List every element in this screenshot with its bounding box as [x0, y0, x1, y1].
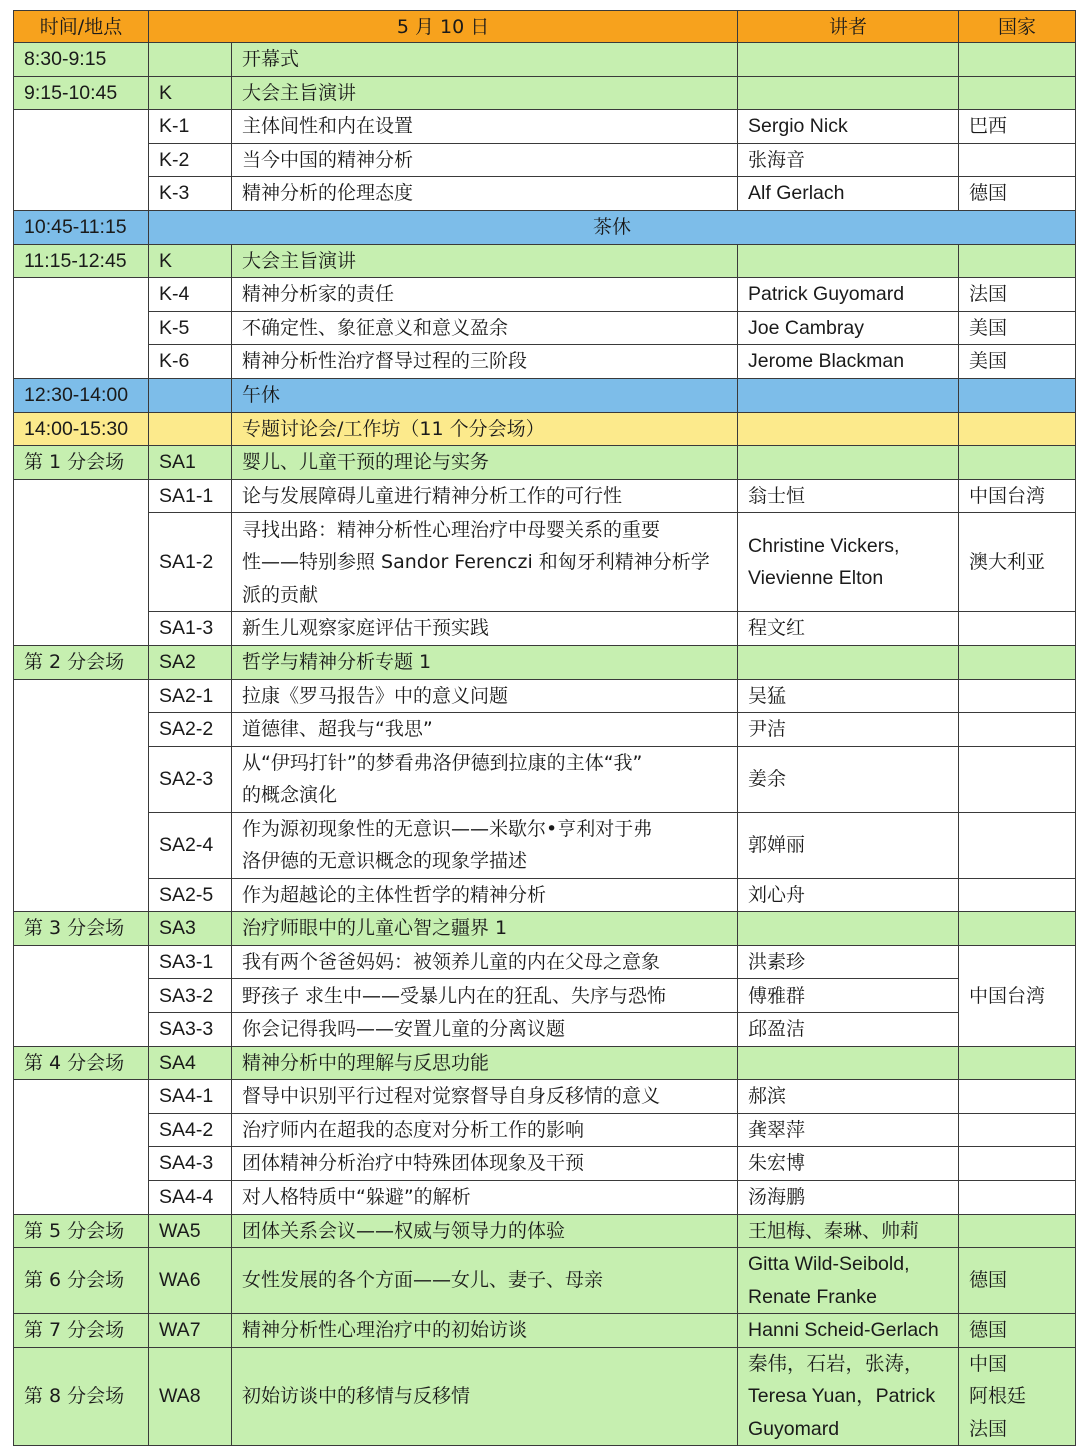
country-cell: 澳大利亚: [959, 513, 1076, 612]
table-row: [14, 311, 1076, 345]
country-cell: [959, 76, 1076, 110]
table-row: [14, 177, 1076, 211]
session-cell: 第 6 分会场: [14, 1248, 149, 1314]
code-cell: WA5: [149, 1214, 232, 1248]
table-row: [14, 1347, 1076, 1446]
speaker-cell: 张海音: [738, 143, 959, 177]
table-row: [14, 479, 1076, 513]
speaker-cell: [738, 1046, 959, 1080]
topic-cell: 拉康《罗马报告》中的意义问题: [232, 679, 738, 713]
topic-cell: [232, 812, 738, 878]
code-cell: SA1: [149, 446, 232, 480]
table-row: [14, 912, 1076, 946]
topic-cell: 婴儿、儿童干预的理论与实务: [232, 446, 738, 480]
table-row: [14, 43, 1076, 77]
topic-cell: 当今中国的精神分析: [232, 143, 738, 177]
topic-cell: 精神分析性心理治疗中的初始访谈: [232, 1314, 738, 1348]
code-cell: SA3-2: [149, 979, 232, 1013]
code-cell: SA1-2: [149, 513, 232, 612]
speaker-cell: Joe Cambray: [738, 311, 959, 345]
table-row: [14, 679, 1076, 713]
code-cell: WA7: [149, 1314, 232, 1348]
speaker-cell: [738, 1248, 959, 1314]
speaker-cell: 刘心舟: [738, 878, 959, 912]
topic-cell: 治疗师眼中的儿童心智之疆界 1: [232, 912, 738, 946]
speaker-cell: [738, 244, 959, 278]
topic-cell: 我有两个爸爸妈妈：被领养儿童的内在父母之意象: [232, 945, 738, 979]
table-row: [14, 412, 1076, 446]
table-row: [14, 812, 1076, 878]
time-cell: 10:45-11:15: [14, 210, 149, 244]
code-cell: SA3: [149, 912, 232, 946]
speaker-line: Vievienne Elton: [748, 567, 884, 590]
code-cell: K: [149, 244, 232, 278]
code-cell: SA4-1: [149, 1080, 232, 1114]
topic-line: 洛伊德的无意识概念的现象学描述: [242, 850, 528, 873]
country-cell: [959, 878, 1076, 912]
topic-cell: 督导中识别平行过程对觉察督导自身反移情的意义: [232, 1080, 738, 1114]
country-cell: [959, 1080, 1076, 1114]
country-cell: 中国台湾: [959, 479, 1076, 513]
topic-line: 性——特别参照 Sandor Ferenczi 和匈牙利精神分析学: [242, 551, 710, 574]
header-row: [14, 11, 1076, 43]
speaker-cell: Sergio Nick: [738, 110, 959, 144]
table-row: [14, 1113, 1076, 1147]
table-row: [14, 1248, 1076, 1314]
table-row: [14, 713, 1076, 747]
topic-cell: 精神分析家的责任: [232, 278, 738, 312]
table-row: [14, 76, 1076, 110]
country-cell: 美国: [959, 311, 1076, 345]
topic-line: 作为源初现象性的无意识——米歇尔•亨利对于弗: [242, 817, 653, 840]
code-cell: SA1-1: [149, 479, 232, 513]
speaker-line: Guyomard: [748, 1417, 840, 1440]
code-cell: K-4: [149, 278, 232, 312]
speaker-cell: [738, 446, 959, 480]
time-cell: 14:00-15:30: [14, 412, 149, 446]
speaker-cell: [738, 912, 959, 946]
table-row: [14, 979, 1076, 1013]
speaker-cell: 尹洁: [738, 713, 959, 747]
table-row: [14, 1080, 1076, 1114]
speaker-line: 秦伟，石岩，张涛，: [748, 1352, 924, 1375]
time-cell: [14, 945, 149, 1046]
topic-cell: 哲学与精神分析专题 1: [232, 645, 738, 679]
session-cell: 第 5 分会场: [14, 1214, 149, 1248]
topic-cell: 专题讨论会/工作坊（11 个分会场）: [232, 412, 738, 446]
country-cell: [959, 143, 1076, 177]
time-location-header: 时间/地点: [14, 11, 149, 43]
speaker-line: Christine Vickers,: [748, 534, 900, 557]
speaker-cell: [738, 43, 959, 77]
country-cell: 法国: [959, 278, 1076, 312]
code-cell: SA2-1: [149, 679, 232, 713]
table-row: [14, 244, 1076, 278]
topic-cell: 大会主旨演讲: [232, 244, 738, 278]
topic-cell: 治疗师内在超我的态度对分析工作的影响: [232, 1113, 738, 1147]
code-cell: K-3: [149, 177, 232, 211]
table-row: [14, 612, 1076, 646]
topic-line: 从“伊玛打针”的梦看弗洛伊德到拉康的主体“我”: [242, 751, 643, 774]
country-line: 中国: [969, 1352, 1008, 1375]
speaker-cell: Patrick Guyomard: [738, 278, 959, 312]
speaker-cell: [738, 645, 959, 679]
speaker-cell: [738, 378, 959, 412]
topic-cell: 主体间性和内在设置: [232, 110, 738, 144]
country-cell: [959, 912, 1076, 946]
code-cell: [149, 43, 232, 77]
country-cell: [959, 679, 1076, 713]
code-cell: WA6: [149, 1248, 232, 1314]
speaker-cell: 汤海鹏: [738, 1181, 959, 1215]
code-cell: SA4: [149, 1046, 232, 1080]
speaker-cell: 王旭梅、秦琳、帅莉: [738, 1214, 959, 1248]
speaker-line: Teresa Yuan，Patrick: [748, 1385, 936, 1408]
table-row: [14, 1214, 1076, 1248]
country-cell: 德国: [959, 1248, 1076, 1314]
speaker-cell: 程文红: [738, 612, 959, 646]
speaker-cell: 洪素珍: [738, 945, 959, 979]
country-cell: [959, 244, 1076, 278]
date-header: 5 月 10 日: [149, 11, 738, 43]
speaker-cell: [738, 76, 959, 110]
speaker-cell: [738, 513, 959, 612]
speaker-header: 讲者: [738, 11, 959, 43]
topic-cell: 团体关系会议——权威与领导力的体验: [232, 1214, 738, 1248]
topic-cell: 作为超越论的主体性哲学的精神分析: [232, 878, 738, 912]
table-row: [14, 446, 1076, 480]
country-cell: [959, 746, 1076, 812]
topic-cell: 团体精神分析治疗中特殊团体现象及干预: [232, 1147, 738, 1181]
topic-cell: 你会记得我吗——安置儿童的分离议题: [232, 1013, 738, 1047]
time-cell: 8:30-9:15: [14, 43, 149, 77]
country-cell: [959, 812, 1076, 878]
speaker-cell: 龚翠萍: [738, 1113, 959, 1147]
table-row: [14, 345, 1076, 379]
table-row: [14, 110, 1076, 144]
country-cell: 美国: [959, 345, 1076, 379]
country-cell: [959, 1181, 1076, 1215]
country-cell: [959, 378, 1076, 412]
speaker-cell: 吴猛: [738, 679, 959, 713]
speaker-line: Renate Franke: [748, 1285, 878, 1308]
topic-cell: 初始访谈中的移情与反移情: [232, 1347, 738, 1446]
topic-line: 寻找出路：精神分析性心理治疗中母婴关系的重要: [242, 518, 661, 541]
session-cell: 第 7 分会场: [14, 1314, 149, 1348]
table-row: [14, 1314, 1076, 1348]
table-row: [14, 945, 1076, 979]
table-row: [14, 746, 1076, 812]
speaker-cell: 傅雅群: [738, 979, 959, 1013]
table-row: [14, 1013, 1076, 1047]
speaker-cell: Hanni Scheid-Gerlach: [738, 1314, 959, 1348]
time-cell: [14, 278, 149, 379]
country-cell: [959, 612, 1076, 646]
speaker-cell: [738, 1347, 959, 1446]
time-cell: [14, 1080, 149, 1214]
topic-cell: 野孩子 求生中——受暴儿内在的狂乱、失序与恐怖: [232, 979, 738, 1013]
code-cell: [149, 378, 232, 412]
country-cell: [959, 1113, 1076, 1147]
topic-line: 的概念演化: [242, 784, 338, 807]
time-cell: 9:15-10:45: [14, 76, 149, 110]
speaker-cell: 姜余: [738, 746, 959, 812]
code-cell: K-5: [149, 311, 232, 345]
code-cell: K-6: [149, 345, 232, 379]
country-cell: [959, 446, 1076, 480]
speaker-cell: 邱盈洁: [738, 1013, 959, 1047]
topic-cell: 道德律、超我与“我思”: [232, 713, 738, 747]
topic-cell: 精神分析性治疗督导过程的三阶段: [232, 345, 738, 379]
speaker-cell: 郝滨: [738, 1080, 959, 1114]
code-cell: [149, 412, 232, 446]
table-row: [14, 878, 1076, 912]
session-cell: 第 3 分会场: [14, 912, 149, 946]
code-cell: K-1: [149, 110, 232, 144]
time-cell: [14, 679, 149, 912]
code-cell: SA1-3: [149, 612, 232, 646]
code-cell: K: [149, 76, 232, 110]
code-cell: SA4-3: [149, 1147, 232, 1181]
table-row: [14, 1046, 1076, 1080]
session-cell: 第 8 分会场: [14, 1347, 149, 1446]
time-cell: [14, 479, 149, 645]
speaker-cell: Alf Gerlach: [738, 177, 959, 211]
table-row: [14, 1147, 1076, 1181]
table-row: [14, 645, 1076, 679]
speaker-cell: 郭婵丽: [738, 812, 959, 878]
code-cell: SA2-5: [149, 878, 232, 912]
code-cell: SA3-1: [149, 945, 232, 979]
topic-cell: 论与发展障碍儿童进行精神分析工作的可行性: [232, 479, 738, 513]
country-cell: [959, 412, 1076, 446]
country-header: 国家: [959, 11, 1076, 43]
topic-cell: 新生儿观察家庭评估干预实践: [232, 612, 738, 646]
table-row: [14, 378, 1076, 412]
country-cell: [959, 1046, 1076, 1080]
topic-cell: [232, 513, 738, 612]
break-cell: 茶休: [149, 210, 1076, 244]
speaker-cell: [738, 412, 959, 446]
topic-cell: 精神分析的伦理态度: [232, 177, 738, 211]
country-cell: [959, 1214, 1076, 1248]
code-cell: SA4-2: [149, 1113, 232, 1147]
topic-cell: 精神分析中的理解与反思功能: [232, 1046, 738, 1080]
table-row: [14, 143, 1076, 177]
code-cell: SA2: [149, 645, 232, 679]
time-cell: 12:30-14:00: [14, 378, 149, 412]
topic-line: 派的贡献: [242, 583, 319, 606]
table-row: [14, 1181, 1076, 1215]
code-cell: SA3-3: [149, 1013, 232, 1047]
time-cell: 11:15-12:45: [14, 244, 149, 278]
code-cell: SA2-3: [149, 746, 232, 812]
topic-cell: 不确定性、象征意义和意义盈余: [232, 311, 738, 345]
code-cell: WA8: [149, 1347, 232, 1446]
country-cell: [959, 645, 1076, 679]
table-row: [14, 210, 1076, 244]
session-cell: 第 2 分会场: [14, 645, 149, 679]
speaker-cell: Jerome Blackman: [738, 345, 959, 379]
country-line: 阿根廷: [969, 1385, 1027, 1408]
topic-cell: 大会主旨演讲: [232, 76, 738, 110]
country-cell: [959, 43, 1076, 77]
country-cell: 德国: [959, 177, 1076, 211]
table-row: [14, 513, 1076, 612]
speaker-cell: 翁士恒: [738, 479, 959, 513]
country-cell: [959, 1147, 1076, 1181]
country-cell: [959, 1347, 1076, 1446]
topic-cell: 对人格特质中“躲避”的解析: [232, 1181, 738, 1215]
speaker-line: Gitta Wild-Seibold,: [748, 1253, 910, 1276]
code-cell: SA2-4: [149, 812, 232, 878]
code-cell: K-2: [149, 143, 232, 177]
country-cell: 中国台湾: [959, 945, 1076, 1046]
country-cell: 巴西: [959, 110, 1076, 144]
topic-cell: 午休: [232, 378, 738, 412]
session-cell: 第 4 分会场: [14, 1046, 149, 1080]
code-cell: SA4-4: [149, 1181, 232, 1215]
topic-cell: 女性发展的各个方面——女儿、妻子、母亲: [232, 1248, 738, 1314]
time-cell: [14, 110, 149, 211]
topic-cell: [232, 746, 738, 812]
country-cell: 德国: [959, 1314, 1076, 1348]
topic-cell: 开幕式: [232, 43, 738, 77]
country-cell: [959, 713, 1076, 747]
country-line: 法国: [969, 1417, 1008, 1440]
speaker-cell: 朱宏博: [738, 1147, 959, 1181]
schedule-table: [13, 10, 1076, 1446]
table-row: [14, 278, 1076, 312]
session-cell: 第 1 分会场: [14, 446, 149, 480]
code-cell: SA2-2: [149, 713, 232, 747]
